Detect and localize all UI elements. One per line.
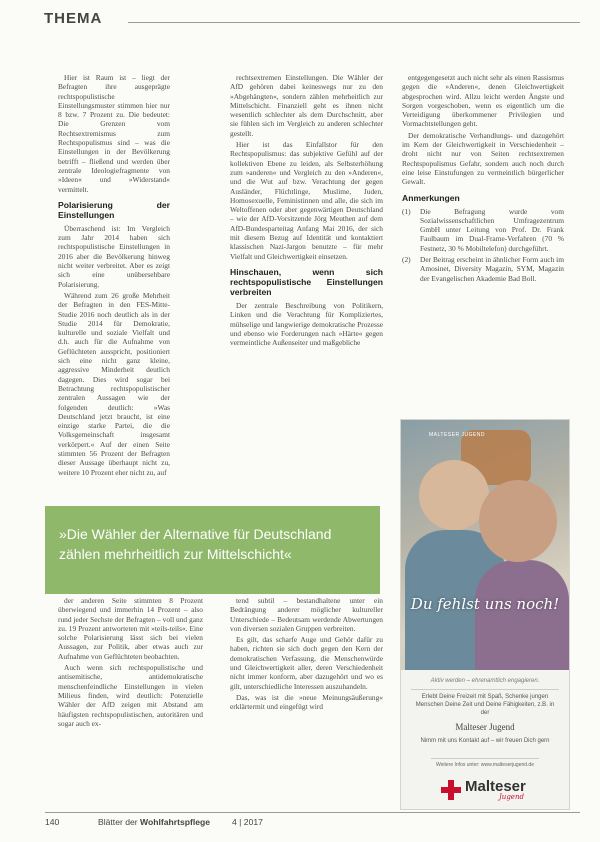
bottom-column-2 [230,596,383,714]
bottom-column-2-paragraph: Es gilt, das scharfe Auge und Gehör dafür zu haben, richten sie sich doch gegen den Kern der demokratischen Verfassung, die Menschenwürde und Gleichwertigkeit aller, deren Verschiedenheit nicht immer konform, aber dazugehört und wo es gilt, unterschiedliche Interessen auszuhandeln. [230,635,383,691]
ad-org-name: Malteser Jugend [455,722,515,732]
bottom-column-1 [58,596,203,730]
ad-brand-small: MALTESER JUGEND [429,432,486,438]
column-2-paragraph: Hier ist das Einfallstor für den Rechtspopulismus: das subjektive Gefühl auf der kollektiven Ebene zu leiden, als Selbsterhöhung zum »anderen« und Vergleich zu den »Anderen«, und die Wut auf bzw. Verachtung der gegen Ausländer, Flüchtlinge, Muslime, Juden, Homosexuelle, Feministinnen und alle, die sich im Weltoffenen oder aber gegenwärtigen Deutschland – wie der AfD-Vorsitzende Jörg Meuthen auf dem AfD-Bundesparteitag Anfang Mai 2016, der sich mit diesem Bezug auf Identität und kontaktiert klassischen Nazi-Jargon benutzte – für mehr Vielfalt und Gleichwertigkeit einsetzen. [230,140,383,261]
malteser-cross-icon [441,780,461,800]
section-header: THEMA [44,10,103,27]
polarisierung-heading: Polarisierung der Einstellungen [58,199,170,220]
column-3-paragraph: entgegengesetzt auch nicht sehr als einen Rassismus gegen die »Anderen«, denen Gleichwertigkeit abgesprochen wird. Allzu leicht werden Ängste und Sorgen vorgeschoben, wenn es eigentlich um die Verteidigung überkommener Privilegien und Vormachtstellungen geht. [402,73,564,129]
magazine-prefix: Blätter der [98,817,138,827]
footnote-text: Die Befragung wurde vom Sozialwissenschaftlichen Umfragezentrum GmbH unter Leitung von Prof. Dr. Frank Faulbaum im Dual-Frame-Verfahren (70 % Festnetz, 30 % Mobiltelefon) durchgeführt. [420,206,564,253]
ad-body: Erlebt Deine Freizeit mit Spaß, Schenke jungen Menschen Deine Zeit und Deine Fähigkeiten, z.B. in der [415,694,555,716]
logo-name: Malteser [465,778,526,795]
hinschauen-heading: Hinschauen, wenn sich rechtspopulistische Einstellungen verbreiten [230,266,383,297]
youth-figure [475,560,569,670]
ad-info-box: Weitere Infos unter: www.malteserjugend.de [431,758,539,769]
column-1-paragraph: Während zum 26 große Mehrheit der Befragten in den FES-Mitte-Studie 2016 noch deutlich als in der Studie 2014 für Demokratie, kulturelle und soziale Vielfalt und d.h. auch für die Aufnahme von Geflüchteten ausspricht, positioniert sich eine nicht ganz kleine, aggressive Minderheit deutlich dagegen. Dies wird sogar bei Betrachtung rechtspopulistischer zentralen Aussagen wie der folgenden deutlich: »Was Deutschland jetzt braucht, ist eine einzige starke Partei, die die Volksgemeinschaft insgesamt verkörpert.« Auf der einen Seite stimmten 56 Prozent der Befragten dieser Aussage überhaupt nicht zu, weitere 10 Prozent eher nicht zu, auf [58,290,170,477]
anmerkungen-heading: Anmerkungen [402,192,460,203]
footnote-text: Der Beitrag erscheint in ähnlicher Form auch im Amosinet, Diversity Magazin, SYM, Magazin der Evangelischen Akademie Bad Boll. [420,255,564,283]
footnote-item [402,255,564,283]
logo-sub: Jugend [499,793,524,801]
footnote-number: (2) [402,255,411,265]
malteser-advertisement [400,419,570,810]
ad-photo [401,420,569,670]
column-3 [402,73,564,285]
ad-contact: Nimm mit uns Kontakt auf – wir freuen Dich gern [420,738,550,744]
bottom-column-2-paragraph: tend subtil – bestandhaltene unter ein Bedrängung anderer möglicher kultureller Unterschiede – Bedeutsam werdende Abwertungen von diversen sozialen Gruppen verbreiten. [230,596,383,633]
page-number: 140 [45,817,60,827]
bottom-column-1-paragraph: der anderen Seite stimmten 8 Prozent überwiegend und immerhin 14 Prozent – also rund jeder Sechste der Befragten – voll und ganz zu. 19 Prozent antworteten mit »teils-teils«. Eine solche Polarisierung lässt sich bei vielen Aussagen, zur Politik, aber etwas auch zur Aufnahme von Geflüchteten beobachten. [58,596,203,661]
column-2-paragraph: rechtsextremen Einstellungen. Die Wähler der AfD gehören dabei keineswegs nur zu den »Abgehängten«, sondern zählen mehrheitlich zur Mittelschicht. Finanziell geht es ihnen nicht wesentlich schlechter als dem Durchschnitt, aber sie fühlen sich im Vergleich zu anderen schlechter gestellt. [230,73,383,138]
header-rule [128,22,580,23]
footnote-number: (1) [402,206,411,216]
footnote-item [402,207,564,253]
pull-quote-text: »Die Wähler der Alternative für Deutschland zählen mehrheitlich zur Mittelschicht« [59,526,332,562]
ad-tagline: Aktiv werden – ehrenamtlich engagieren. [430,678,540,684]
ad-copy [411,677,559,745]
column-1 [58,73,170,479]
bottom-column-1-paragraph: Auch wenn sich rechtspopulistische und antisemitische, antidemokratische menschenfeindliche Einstellungen in vielen Milieus finden, wird deutlich: Potenzielle Wähler der AfD zeigen mit Abstand am häufigsten rechtspopulistischen, autoritären und sogar auch ex- [58,663,203,728]
column-2 [230,73,383,349]
magazine-bold: Wohlfahrtspflege [140,817,211,827]
column-3-paragraph: Der demokratische Verhandlungs- und dazugehört im Kern der Gleichwertigkeit in Verschiedenheit – droht nicht nur von Seiten rechtsextremen Rechtspopulismus Gefahr, sondern auch noch durch eine leise Einstufungen zu vermeintlich bürgerlicher Gewalt. [402,130,564,187]
issue-number: 4 | 2017 [232,817,263,827]
bottom-column-2-paragraph: Das, was ist die »neue Meinungsäußerung« erklärtermit und eingefügt wird [230,692,383,712]
ad-divider [411,689,559,690]
pull-quote-box [45,506,380,594]
malteser-logo [441,778,561,804]
footer-rule [45,812,580,813]
footnotes-list [402,207,564,283]
youth-face [479,480,557,562]
ad-headline: Du fehlst uns noch! [410,595,560,613]
column-2-paragraph: Der zentrale Beschreibung von Politikern, Linken und die Verachtung für Kompliziertes, mühselige und langwierige demokratische Prozesse und ebenso wie Forderungen nach »Härte« gegen vermeintliche Außenseiter und maßgebliche [230,300,383,348]
column-1-intro: Hier ist Raum ist – liegt der Befragten ihre ausgeprägte rechtspopulistische Einstellungsmuster stimmen hier nur 8 bzw. 7 Prozent zu. Die bedeutet: Die Grenzen vom Rechtsextremismus zum Rechtspopulismus sind – was die Einstellungen in der Bevölkerung betrifft – fließend und werden über zentrale Ideologiefragmente von »Ideen« und »Widerstand« vermittelt. [58,73,170,194]
magazine-name [98,817,210,827]
column-1-paragraph: Überraschend ist: Im Vergleich zum Jahr 2014 haben sich rechtspopulistische Einstellungen in 2016 aber die Bevölkerung hinweg nicht weiter verbreitet. Aber es zeigt sich eine unübersehbare Polarisierung. [58,223,170,289]
